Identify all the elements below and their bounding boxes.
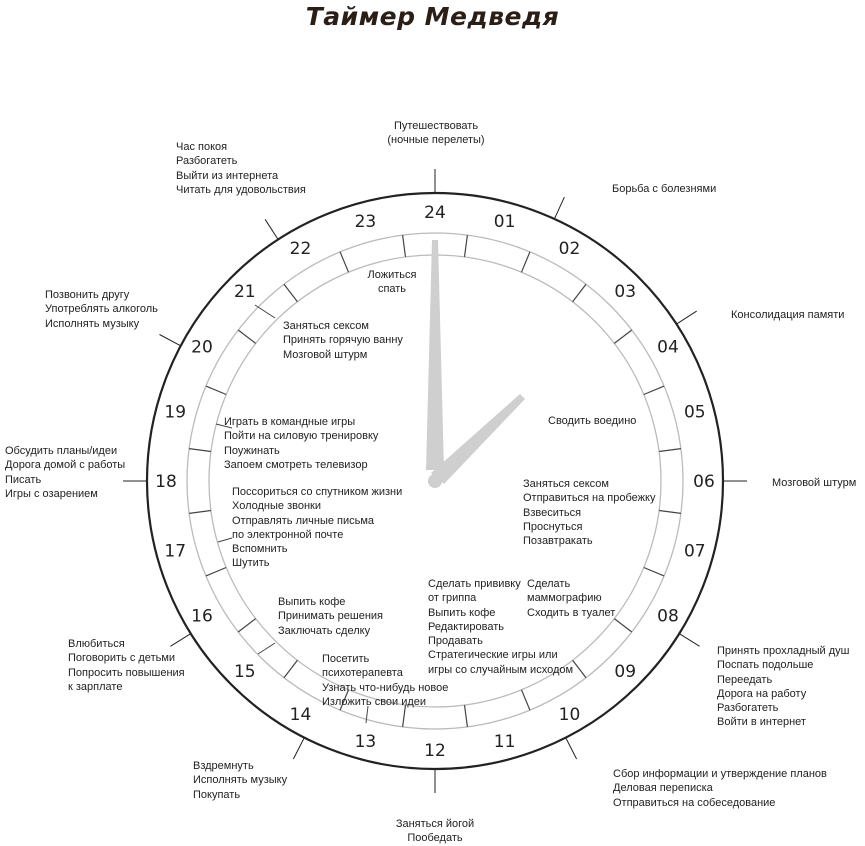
hour-tick (659, 511, 681, 514)
hour-number-18: 18 (155, 472, 177, 492)
hour-number-22: 22 (289, 239, 312, 259)
hour-number-24: 24 (424, 203, 446, 223)
hour-tick (206, 568, 226, 576)
inner-label-tick (258, 643, 275, 654)
hour-number-21: 21 (233, 281, 256, 302)
hour-tick (189, 449, 211, 452)
inner-label-15: Выпить кофе Принимать решения Заключать сделку (278, 596, 384, 637)
hour-number-23: 23 (354, 212, 377, 233)
outer-label-01: Борьба с болезнями (612, 183, 717, 195)
hour-number-03: 03 (614, 281, 637, 302)
hour-tick (573, 284, 586, 302)
hour-tick (238, 330, 256, 343)
outer-label-tick (293, 738, 304, 759)
outer-label-10: Сбор информации и утверждение планов Деловая переписка Отправиться на собеседование (613, 768, 827, 809)
hour-number-16: 16 (191, 606, 213, 627)
outer-label-tick (677, 311, 697, 324)
inner-label-11: Сделать прививку от гриппа Выпить кофе Редактировать Продавать Стратегические игры или игры со случайным исходом (428, 578, 574, 676)
outer-label-tick (160, 335, 181, 346)
hour-number-06: 06 (693, 472, 715, 492)
outer-label-03: Консолидация памяти (731, 309, 845, 321)
hour-tick (340, 252, 348, 272)
hour-tick (522, 690, 530, 710)
outer-label-12: Заняться йогой Пообедать (395, 818, 475, 845)
inner-label-sleep: Ложиться спать (367, 269, 417, 296)
inner-label-21: Заняться сексом Принять горячую ванну Мозговой штурм (283, 320, 403, 361)
inner-label-tick (255, 305, 275, 318)
inner-label-19: Играть в командные игры Пойти на силовую тренировку Поужинать Запоем смотреть телевизор (224, 416, 379, 471)
inner-label-tick (218, 538, 232, 542)
outer-label-tick (554, 197, 564, 219)
hour-number-12: 12 (424, 741, 446, 761)
hour-number-11: 11 (493, 731, 516, 752)
hour-tick (644, 386, 664, 394)
outer-label-24: Путешествовать (ночные перелеты) (387, 120, 485, 147)
hour-number-20: 20 (191, 337, 213, 358)
hour-tick (644, 568, 664, 576)
outer-label-14: Вздремнуть Исполнять музыку Покупать (193, 760, 288, 801)
inner-label-05: Сводить воедино (548, 415, 637, 427)
hour-number-15: 15 (233, 662, 256, 683)
hand-pivot (428, 474, 442, 488)
hour-number-01: 01 (493, 212, 516, 233)
hour-tick (206, 386, 226, 394)
hour-number-09: 09 (614, 662, 637, 683)
hour-tick (614, 619, 632, 632)
hour-tick (465, 705, 468, 727)
page-title: Таймер Медведя (305, 2, 560, 31)
hour-number-02: 02 (558, 239, 581, 259)
hour-number-19: 19 (164, 402, 187, 423)
hour-number-08: 08 (657, 606, 679, 627)
hour-tick (522, 252, 530, 272)
outer-label-tick (679, 634, 699, 647)
hour-tick (573, 660, 586, 678)
outer-label-16: Влюбиться Поговорить с детьми Попросить повышения к зарплате (68, 638, 185, 693)
hour-tick (403, 235, 406, 257)
outer-label-06: Мозговой штурм (772, 477, 857, 489)
hour-number-14: 14 (289, 705, 312, 725)
hour-number-04: 04 (657, 337, 679, 358)
outer-label-20: Позвонить другу Употреблять алкоголь Исполнять музыку (45, 289, 158, 330)
hour-number-05: 05 (683, 402, 706, 423)
outer-label-18: Обсудить планы/идеи Дорога домой с работы Писать Игры с озарением (5, 445, 126, 500)
hour-number-10: 10 (558, 705, 581, 725)
outer-label-08: Принять прохладный душ Поспать подольше Переедать Дорога на работу Разбогатеть Войти в интернет (717, 645, 850, 729)
outer-label-22: Час покоя Разбогатеть Выйти из интернета Читать для удовольствия (176, 141, 306, 196)
inner-label-07: Заняться сексом Отправиться на пробежку Взвеситься Проснуться Позавтракать (523, 478, 656, 548)
hour-tick (659, 449, 681, 452)
hour-hand (431, 394, 525, 484)
hour-tick (614, 330, 632, 343)
hour-tick (238, 619, 256, 632)
hour-tick (465, 235, 468, 257)
hour-number-13: 13 (354, 731, 377, 752)
outer-label-tick (566, 738, 577, 759)
hour-tick (189, 511, 211, 514)
hour-tick (284, 660, 297, 678)
hour-number-07: 07 (683, 541, 706, 562)
inner-label-17: Поссориться со спутником жизни Холодные звонки Отправлять личные письма по электронной почте Вспомнить Шутить (232, 486, 403, 570)
hour-number-17: 17 (164, 541, 187, 562)
inner-label-11b: Сделать маммографию Сходить в туалет (527, 578, 616, 619)
outer-label-tick (265, 219, 278, 239)
hour-tick (284, 284, 297, 302)
inner-label-13: Посетить психотерапевта Узнать что-нибудь новое Изложить свои идеи (322, 653, 449, 708)
